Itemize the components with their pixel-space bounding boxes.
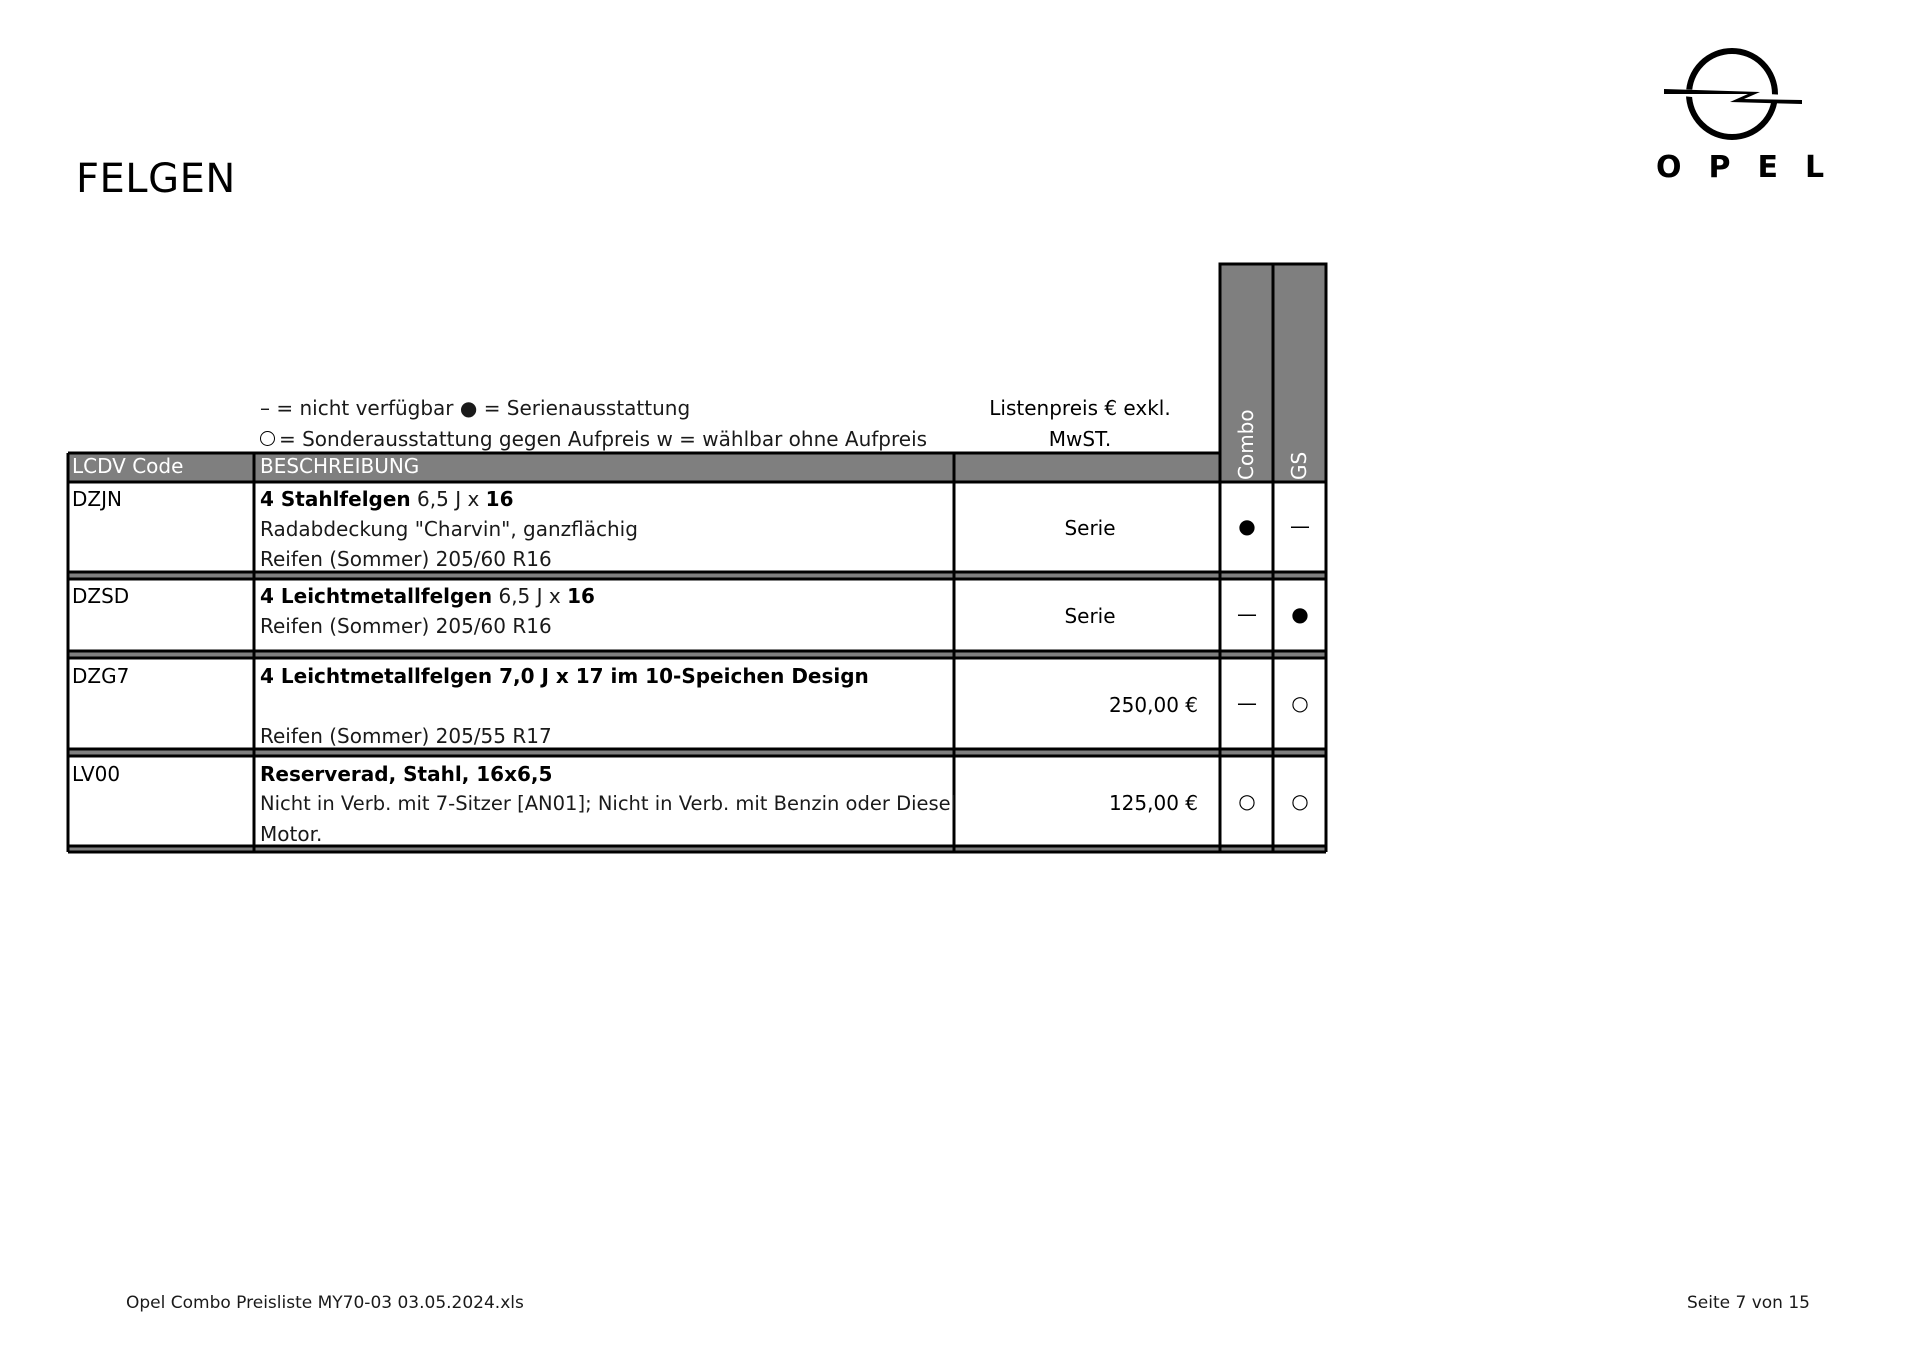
row-desc-bold-size: 16 xyxy=(567,584,595,608)
row-desc-line-1 xyxy=(260,584,595,608)
row-code: DZSD xyxy=(72,584,130,608)
row-desc-line-2: Reifen (Sommer) 205/60 R16 xyxy=(260,614,552,638)
column-header-combo: Combo xyxy=(1234,409,1258,480)
row-price: 125,00 € xyxy=(1108,791,1198,815)
row-desc-bold-size: 16 xyxy=(485,487,514,511)
footer-page-number: Seite 7 von 15 xyxy=(1687,1293,1810,1313)
row-price: Serie xyxy=(1064,604,1116,628)
row-desc-bold: 4 Stahlfelgen xyxy=(260,487,411,511)
column-header-gs: GS xyxy=(1287,451,1311,480)
page-title: FELGEN xyxy=(76,156,236,202)
legend-line-1: – = nicht verfügbar ● = Serienausstattung xyxy=(260,396,691,420)
row-desc-line-3: Motor. xyxy=(260,822,323,846)
row-gs-mark: ● xyxy=(1291,602,1309,626)
row-combo-mark: — xyxy=(1237,602,1257,626)
row-code: DZG7 xyxy=(72,664,130,688)
row-code: LV00 xyxy=(72,762,121,786)
row-combo-mark: ○ xyxy=(1238,789,1256,813)
row-desc-line-1: Reserverad, Stahl, 16x6,5 xyxy=(260,762,553,786)
brand-wordmark: OPEL xyxy=(1656,150,1852,185)
row-desc-normal: 6,5 J x xyxy=(417,487,480,511)
row-desc-line-2: Reifen (Sommer) 205/55 R17 xyxy=(260,724,552,748)
row-desc-normal: 6,5 J x xyxy=(498,584,561,608)
row-desc-line-1: 4 Leichtmetallfelgen 7,0 J x 17 im 10-Speichen Design xyxy=(260,664,869,688)
row-desc-line-2: Radabdeckung "Charvin", ganzflächig xyxy=(260,517,638,541)
column-header-code: LCDV Code xyxy=(72,454,184,478)
row-desc-line-3: Reifen (Sommer) 205/60 R16 xyxy=(260,547,552,571)
row-desc-bold: 4 Leichtmetallfelgen xyxy=(260,584,493,608)
row-price: Serie xyxy=(1064,516,1116,540)
row-code: DZJN xyxy=(72,487,122,511)
row-price: 250,00 € xyxy=(1108,693,1198,717)
price-header-line-2: MwST. xyxy=(1048,427,1112,451)
row-combo-mark: — xyxy=(1237,691,1257,715)
row-gs-mark: — xyxy=(1290,514,1310,538)
row-gs-mark: ○ xyxy=(1291,789,1309,813)
row-combo-mark: ● xyxy=(1238,514,1256,538)
price-header-line-1: Listenpreis € exkl. xyxy=(989,396,1171,420)
legend-line-2: = Sonderausstattung gegen Aufpreis w = wählbar ohne Aufpreis xyxy=(279,427,928,451)
footer-filename: Opel Combo Preisliste MY70-03 03.05.2024.xls xyxy=(126,1293,524,1313)
column-header-description: BESCHREIBUNG xyxy=(260,454,420,478)
row-desc-line-2: Nicht in Verb. mit 7-Sitzer [AN01]; Nicht in Verb. mit Benzin oder Diesel xyxy=(260,792,957,815)
row-gs-mark: ○ xyxy=(1291,691,1309,715)
row-desc-line-1 xyxy=(260,487,514,511)
